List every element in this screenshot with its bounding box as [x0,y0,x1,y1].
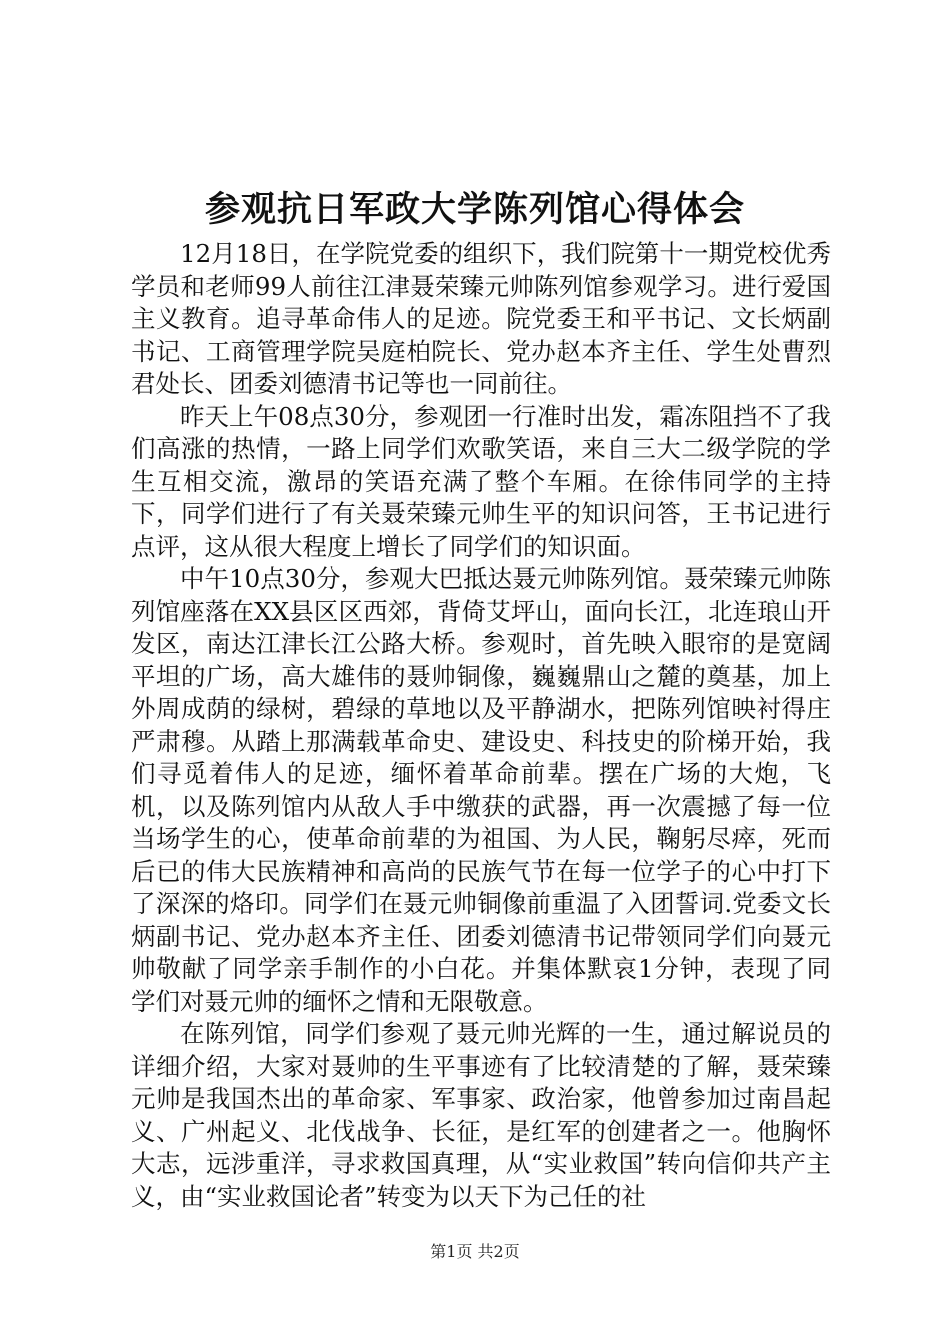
page-number-footer: 第1页 共2页 [430,1242,520,1261]
paragraph-1: 12月18日，在学院党委的组织下，我们院第十一期党校优秀学员和老师99人前往江津聂荣臻元帅陈列馆参观学习。进行爱国主义教育。追寻革命伟人的足迹。院党委王和平书记、文长炳副书记、工商管理学院吴庭柏院长、党办赵本齐主任、学生处曹烈君处长、团委刘德清书记等也一同前往。 [131,239,831,398]
paragraph-3: 中午10点30分，参观大巴抵达聂元帅陈列馆。聂荣臻元帅陈列馆座落在XX县区区西郊，背倚艾坪山，面向长江，北连琅山开发区，南达江津长江公路大桥。参观时，首先映入眼帘的是宽阔平坦的广场，高大雄伟的聂帅铜像，巍巍鼎山之麓的奠基，加上外周成荫的绿树，碧绿的草地以及平静湖水，把陈列馆映衬得庄严肃穆。从踏上那满载革命史、建设史、科技史的阶梯开始，我们寻觅着伟人的足迹，缅怀着革命前辈。摆在广场的大炮，飞机，以及陈列馆内从敌人手中缴获的武器，再一次震撼了每一位当场学生的心，使革命前辈的为祖国、为人民，鞠躬尽瘁，死而后已的伟大民族精神和高尚的民族气节在每一位学子的心中打下了深深的烙印。同学们在聂元帅铜像前重温了入团誓词.党委文长炳副书记、党办赵本齐主任、团委刘德清书记带领同学们向聂元帅敬献了同学亲手制作的小白花。并集体默哀1分钟，表现了同学们对聂元帅的缅怀之情和无限敬意。 [131,564,831,1016]
document-title: 参观抗日军政大学陈列馆心得体会 [204,189,745,230]
paragraph-2: 昨天上午08点30分，参观团一行准时出发，霜冻阻挡不了我们高涨的热情，一路上同学们欢歌笑语，来自三大二级学院的学生互相交流，激昂的笑语充满了整个车厢。在徐伟同学的主持下，同学们进行了有关聂荣臻元帅生平的知识问答，王书记进行点评，这从很大程度上增长了同学们的知识面。 [131,401,831,561]
paragraph-4: 在陈列馆，同学们参观了聂元帅光辉的一生，通过解说员的详细介绍，大家对聂帅的生平事迹有了比较清楚的了解，聂荣臻元帅是我国杰出的革命家、军事家、政治家，他曾参加过南昌起义、广州起义、北伐战争、长征，是红军的创建者之一。他胸怀大志，远涉重洋，寻求救国真理，从“实业救国”转向信仰共产主义，由“实业救国论者”转变为以天下为己任的社 [131,1019,831,1211]
document-body [131,238,831,1213]
